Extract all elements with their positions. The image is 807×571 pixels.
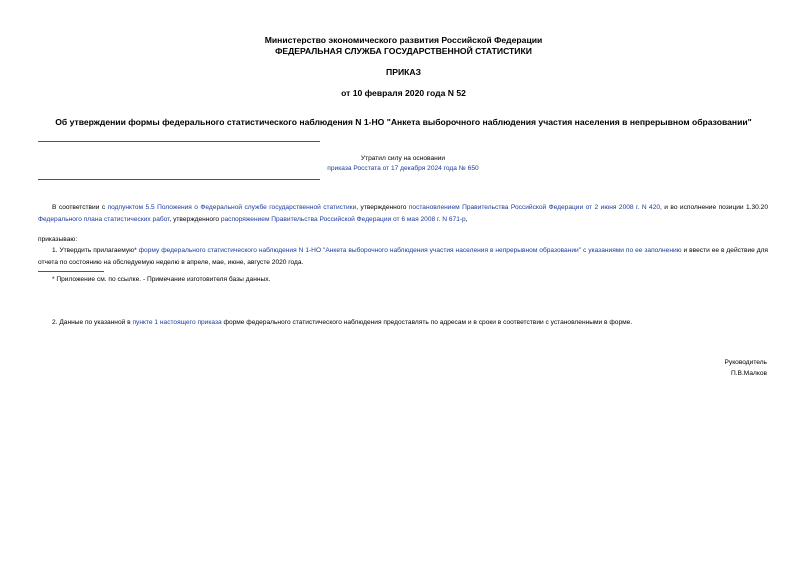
link-government-order-671[interactable]: распоряжением Правительства Российской Федерации от 6 мая 2008 г. N 671-р [220, 215, 466, 223]
repeal-notice [300, 154, 506, 174]
header-ministry [0, 35, 807, 57]
link-government-decree-420[interactable]: постановлением Правительства Российской Федерации от 2 июня 2008 г. N 420 [408, 204, 661, 211]
repeal-order-link[interactable]: приказа Росстата от 17 декабря 2024 года № 650 [327, 165, 479, 172]
service-name: ФЕДЕРАЛЬНАЯ СЛУЖБА ГОСУДАРСТВЕННОЙ СТАТИСТИКИ [275, 46, 532, 56]
link-federal-statistical-plan[interactable]: Федерального плана статистических работ [38, 215, 170, 223]
preamble-paragraph: В соответствии с подпунктом 5.5 Положения о Федеральной службе государственной статистики, утвержденного постановлением Правительства Российской Федерации от 2 июня 2008 г. N 420, и во исполнение позиции 1.30.20 Федерального плана статистических работ, утвержденного распоряжением Правительства Российской Федерации от 6 мая 2008 г. N 671-р, [38, 204, 769, 223]
order-word: приказываю: [38, 236, 78, 243]
item-1-paragraph: 1. Утвердить прилагаемую* форму федерального статистического наблюдения N 1-НО "Анкета выборочного наблюдения участия населения в непрерывном образовании" с указаниями по ее заполнению и ввести ее в действие для отчета по состоянию на обследуемую неделю в апреле, мае, июне, августе 2020 года. [38, 247, 769, 266]
signature-block [617, 357, 767, 379]
ministry-name: Министерство экономического развития Российской Федерации [264, 35, 543, 45]
divider-bottom [38, 179, 320, 180]
signature-name: П.В.Малков [730, 370, 767, 377]
doc-type: ПРИКАЗ [386, 67, 421, 77]
repeal-notice-text: Утратил силу на основании [360, 155, 446, 162]
signature-role: Руководитель [724, 359, 767, 366]
divider-top [38, 141, 320, 142]
footnote: * Приложение см. по ссылке. - Примечание изготовителя базы данных. [52, 276, 271, 283]
footnote-divider [38, 271, 104, 272]
doc-title: Об утверждении формы федерального статистического наблюдения N 1-НО "Анкета выборочного наблюдения участия населения в непрерывном образовании" [55, 117, 752, 127]
link-regulation-5-5[interactable]: подпунктом 5.5 Положения о Федеральной службе государственной статистики [107, 204, 357, 211]
link-item-1[interactable]: пункте 1 настоящего приказа [132, 319, 222, 326]
link-form-1-no[interactable]: форму федерального статистического наблюдения N 1-НО "Анкета выборочного наблюдения участия населения в непрерывном образовании" с указаниями по ее заполнению [138, 247, 682, 254]
item-2-paragraph: 2. Данные по указанной в пункте 1 настоящего приказа форме федерального статистического наблюдения предоставлять по адресам и в сроки в соответствии с установленными в форме. [52, 319, 633, 326]
doc-date-number: от 10 февраля 2020 года N 52 [341, 88, 466, 98]
